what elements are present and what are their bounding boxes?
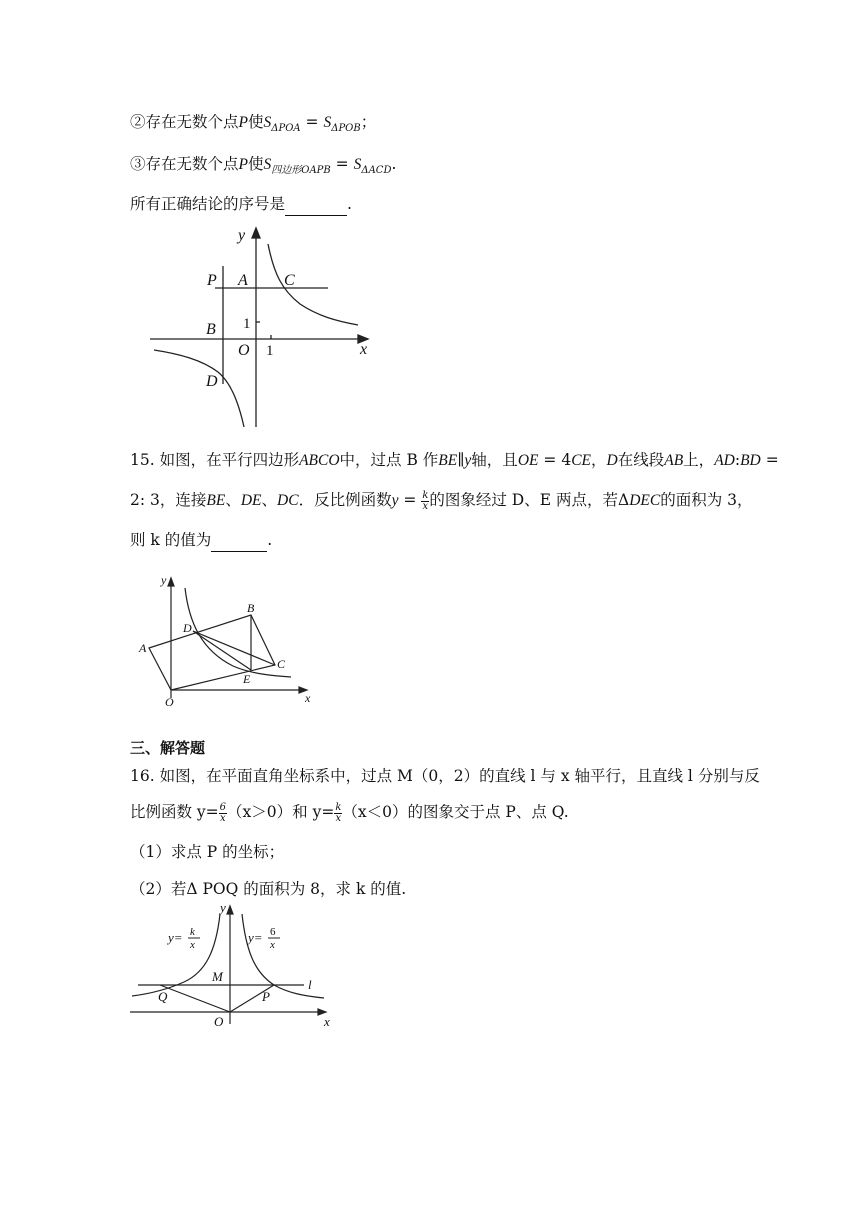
q14-answer-prompt: 所有正确结论的序号是 . bbox=[130, 192, 352, 216]
segment-de bbox=[193, 631, 251, 670]
q15-line-1: 15. 如图，在平行四边形ABCO中，过点 B 作BE∥y轴，且OE = 4CE，D在线段AB上，AD:BD = bbox=[130, 451, 779, 469]
tick-label-x-1: 1 bbox=[266, 343, 274, 359]
label-e: E bbox=[243, 672, 251, 686]
label-a: A bbox=[238, 272, 248, 289]
svg-text:k: k bbox=[190, 926, 195, 938]
svg-text:6: 6 bbox=[270, 926, 276, 938]
fraction-6-over-x: $\frac{6}{x}$ bbox=[219, 801, 227, 824]
answer-blank bbox=[285, 197, 347, 216]
hyperbola-right-branch bbox=[268, 244, 358, 325]
label-l: l bbox=[308, 977, 312, 992]
svg-text:x: x bbox=[190, 939, 195, 951]
figure-hyperbola-pabcd bbox=[140, 222, 380, 432]
answer-blank bbox=[211, 533, 267, 552]
label-b: B bbox=[206, 321, 216, 338]
label-a: A bbox=[139, 641, 147, 655]
curve-label-left: y= bbox=[168, 930, 183, 945]
y-axis-label: y bbox=[161, 573, 167, 587]
label-o: O bbox=[238, 342, 250, 359]
section-heading: 三、解答题 bbox=[130, 739, 206, 757]
label-m: M bbox=[212, 969, 223, 984]
label-o: O bbox=[214, 1014, 224, 1029]
label-q: Q bbox=[158, 989, 168, 1004]
q15-line-2: 2: 3，连接BE、DE、DC．反比例函数y = $\frac{k}{x}$ 的图象经过 D、E 两点，若ΔDEC的面积为 3， bbox=[130, 489, 753, 512]
hyperbola-left-branch bbox=[154, 350, 244, 427]
figure-hyperbolas-pq bbox=[128, 900, 338, 1038]
y-axis-label: y bbox=[220, 900, 226, 915]
label-b: B bbox=[247, 601, 255, 615]
q16-part-1: （1）求点 P 的坐标； bbox=[130, 843, 285, 861]
label-d: D bbox=[183, 621, 192, 635]
x-axis-label: x bbox=[360, 341, 368, 358]
label-d: D bbox=[206, 373, 218, 390]
label-p: P bbox=[207, 272, 217, 289]
label-p: P bbox=[262, 989, 270, 1004]
parallelogram-abco bbox=[149, 615, 275, 690]
fraction-k-over-x: $\frac{k}{x}$ bbox=[335, 801, 342, 824]
x-axis-label: x bbox=[305, 691, 311, 705]
statement-3: ③存在无数个点P使$S_{四边形OAPB} = S_{\Delta ACD}$. bbox=[130, 155, 397, 176]
label-c: C bbox=[284, 272, 295, 289]
figure-parallelogram-abco bbox=[135, 570, 320, 710]
q16-line-1: 16. 如图，在平面直角坐标系中，过点 M（0，2）的直线 l 与 x 轴平行，且直线 l 分别与反 bbox=[130, 767, 760, 785]
x-axis-label: x bbox=[324, 1014, 330, 1029]
q15-line-3: 则 k 的值为 . bbox=[130, 528, 272, 552]
q16-part-2: （2）若Δ POQ 的面积为 8，求 k 的值. bbox=[130, 880, 407, 898]
fraction-k-over-x: $\frac{k}{x}$ bbox=[422, 489, 429, 512]
hyperbola-curve bbox=[185, 588, 291, 677]
label-c: C bbox=[277, 657, 286, 671]
statement-2: ②存在无数个点P使$S_{\Delta POA} = S_{\Delta POB}$； bbox=[130, 113, 377, 134]
hyperbola-left bbox=[132, 914, 220, 996]
triangle-poq bbox=[160, 985, 274, 1012]
segment-dc bbox=[193, 631, 275, 665]
label-o: O bbox=[165, 695, 174, 709]
tick-label-y-1: 1 bbox=[243, 316, 251, 332]
y-axis-label: y bbox=[238, 227, 246, 244]
q16-line-2: 比例函数 y= $\frac{6}{x}$ （x＞0）和 y= $\frac{k}{x}$ （x＜0）的图象交于点 P、点 Q. bbox=[130, 801, 569, 824]
svg-text:x: x bbox=[270, 939, 275, 951]
curve-label-right: y= bbox=[248, 930, 263, 945]
